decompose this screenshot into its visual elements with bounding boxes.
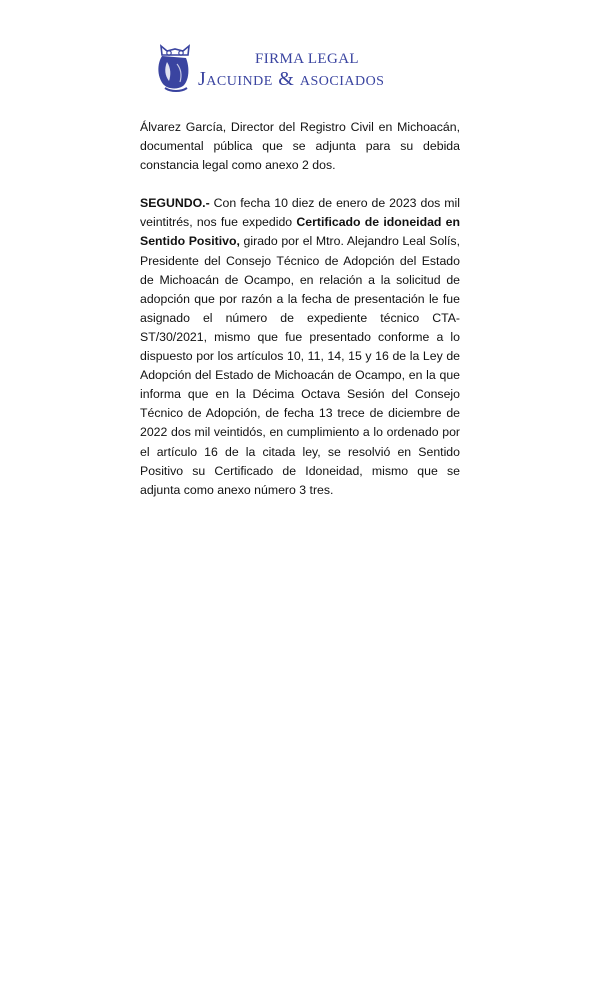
letterhead	[150, 40, 440, 96]
firm-label: FIRMA LEGAL	[255, 51, 359, 67]
firm-name	[198, 68, 384, 91]
firm-name-ampersand: &	[272, 68, 300, 90]
owl-icon	[153, 42, 197, 94]
firm-name-part2: asociados	[299, 68, 385, 90]
paragraph-1: Álvarez García, Director del Registro Civil en Michoacán, documental pública que se adjunta para su debida constancia legal como anexo 2 dos.	[140, 120, 460, 173]
paragraph-heading: SEGUNDO.-	[140, 196, 210, 211]
document-body	[140, 118, 460, 500]
certificate-title: Certificado de idoneidad en Sentido Positivo,	[140, 215, 461, 249]
firm-name-part1: Jacuinde	[198, 68, 273, 90]
paragraph-text: Con fecha 10 diez de enero de 2023 dos mil veintitrés, nos fue expedido	[140, 196, 460, 230]
paragraph-text: girado por el Mtro. Alejandro Leal Solís, Presidente del Consejo Técnico de Adopción del Estado de Michoacán de Ocampo, en relación a la solicitud de adopción que por razón a la fecha de presentación le fue asignado el número de expediente técnico CTA-ST/30/2021, mismo que fue presentado conforme a lo dispuesto por los artículos 10, 11, 14, 15 y 16 de la Ley de Adopción del Estado de Michoacán de Ocampo, en la que informa que en la Décima Octava Sesión del Consejo Técnico de Adopción, de fecha 13 trece de diciembre de 2022 dos mil veintidós, en cumplimiento a lo ordenado por el artículo 16 de la citada ley, se resolvió en Sentido Positivo su Certificado de Idoneidad, mismo que se adjunta como anexo número 3 tres.	[140, 234, 460, 497]
paragraph-2	[140, 194, 460, 500]
